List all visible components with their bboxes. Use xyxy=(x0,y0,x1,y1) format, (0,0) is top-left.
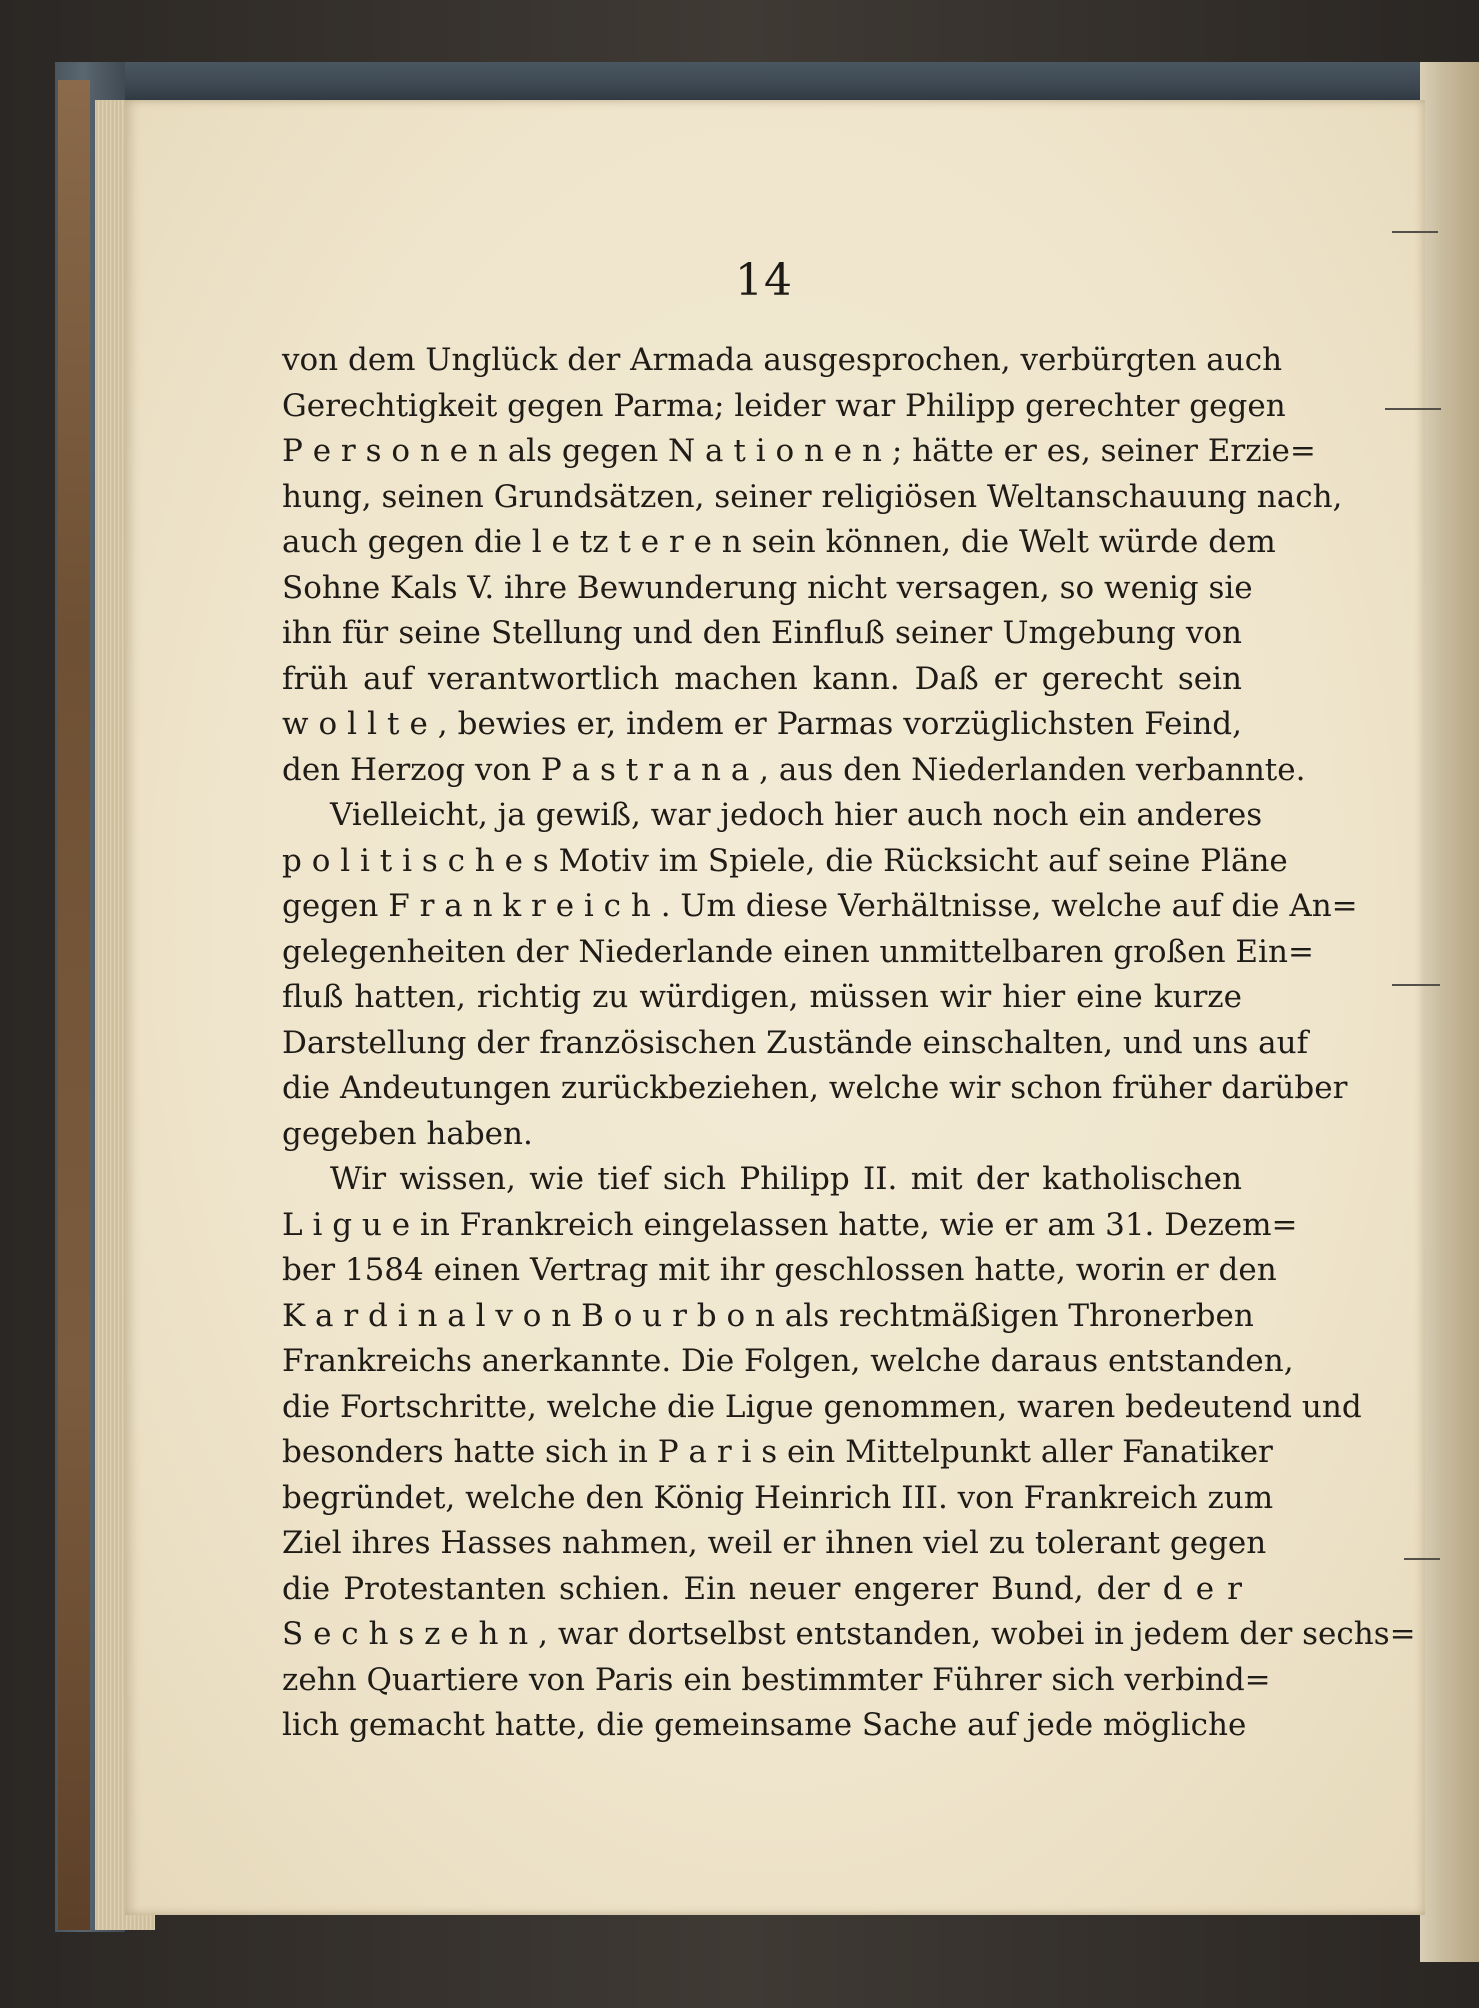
text-line: Vielleicht, ja gewiß, war jedoch hier auch noch ein anderes xyxy=(330,797,1263,833)
text-line: hung, seinen Grundsätzen, seiner religiösen Weltanschauung nach, xyxy=(282,478,1343,515)
text-line: gegeben haben. xyxy=(282,1115,533,1152)
text-line: fluß hatten, richtig zu würdigen, müssen wir hier eine kurze xyxy=(282,979,1242,1015)
page-text xyxy=(282,338,1416,1749)
text-line: S e c h s z e h n , war dortselbst entstanden, wobei in jedem der sechs= xyxy=(282,1616,1416,1652)
text-line: von dem Unglück der Armada ausgesprochen, verbürgten auch xyxy=(282,342,1283,378)
text-line: den Herzog von P a s t r a n a , aus den Niederlanden verbannte. xyxy=(282,751,1306,788)
text-line: besonders hatte sich in P a r i s ein Mittelpunkt aller Fanatiker xyxy=(282,1434,1273,1470)
text-line: die Protestanten schien. Ein neuer engerer Bund, der d e r xyxy=(282,1570,1242,1607)
text-line: gelegenheiten der Niederlande einen unmittelbaren großen Ein= xyxy=(282,933,1314,970)
text-line: begründet, welche den König Heinrich III. von Frankreich zum xyxy=(282,1479,1274,1516)
edge-mark xyxy=(1392,231,1438,233)
text-line: die Andeutungen zurückbeziehen, welche wir schon früher darüber xyxy=(282,1070,1348,1106)
text-line: ber 1584 einen Vertrag mit ihr geschlossen hatte, worin er den xyxy=(282,1252,1277,1288)
text-line: w o l l t e , bewies er, indem er Parmas vorzüglichsten Feind, xyxy=(282,706,1242,742)
text-line: ihn für seine Stellung und den Einfluß seiner Umgebung von xyxy=(282,615,1242,651)
text-line: auch gegen die l e tz t e r e n sein können, die Welt würde dem xyxy=(282,524,1276,560)
edge-mark xyxy=(1404,1558,1440,1560)
book-spine-leather xyxy=(58,80,90,1930)
text-line: Ziel ihres Hasses nahmen, weil er ihnen viel zu tolerant gegen xyxy=(282,1525,1267,1561)
text-line: p o l i t i s c h e s Motiv im Spiele, die Rücksicht auf seine Pläne xyxy=(282,842,1288,879)
text-line: P e r s o n e n als gegen N a t i o n e n ; hätte er es, seiner Erzie= xyxy=(282,433,1316,469)
text-line: Wir wissen, wie tief sich Philipp II. mit der katholischen xyxy=(330,1161,1242,1197)
text-line: früh auf verantwortlich machen kann. Daß er gerecht sein xyxy=(282,660,1242,697)
text-line: Frankreichs anerkannte. Die Folgen, welche daraus entstanden, xyxy=(282,1343,1294,1379)
text-line: zehn Quartiere von Paris ein bestimmter Führer sich verbind= xyxy=(282,1661,1271,1698)
edge-mark xyxy=(1385,408,1441,410)
text-line: die Fortschritte, welche die Ligue genommen, waren bedeutend und xyxy=(282,1388,1362,1425)
edge-mark xyxy=(1392,984,1440,986)
text-line: lich gemacht hatte, die gemeinsame Sache auf jede mögliche xyxy=(282,1707,1247,1743)
text-line: Sohne Kals V. ihre Bewunderung nicht versagen, so wenig sie xyxy=(282,569,1253,606)
text-line: K a r d i n a l v o n B o u r b o n als rechtmäßigen Thronerben xyxy=(282,1297,1254,1334)
page-number: 14 xyxy=(735,255,793,306)
book-cover-top xyxy=(55,62,1435,102)
book-cover-right xyxy=(1420,62,1479,1962)
text-line: L i g u e in Frankreich eingelassen hatte, wie er am 31. Dezem= xyxy=(282,1206,1298,1243)
text-line: Darstellung der französischen Zustände einschalten, und uns auf xyxy=(282,1024,1309,1061)
text-line: gegen F r a n k r e i c h . Um diese Verhältnisse, welche auf die An= xyxy=(282,888,1358,924)
text-line: Gerechtigkeit gegen Parma; leider war Philipp gerechter gegen xyxy=(282,387,1286,424)
